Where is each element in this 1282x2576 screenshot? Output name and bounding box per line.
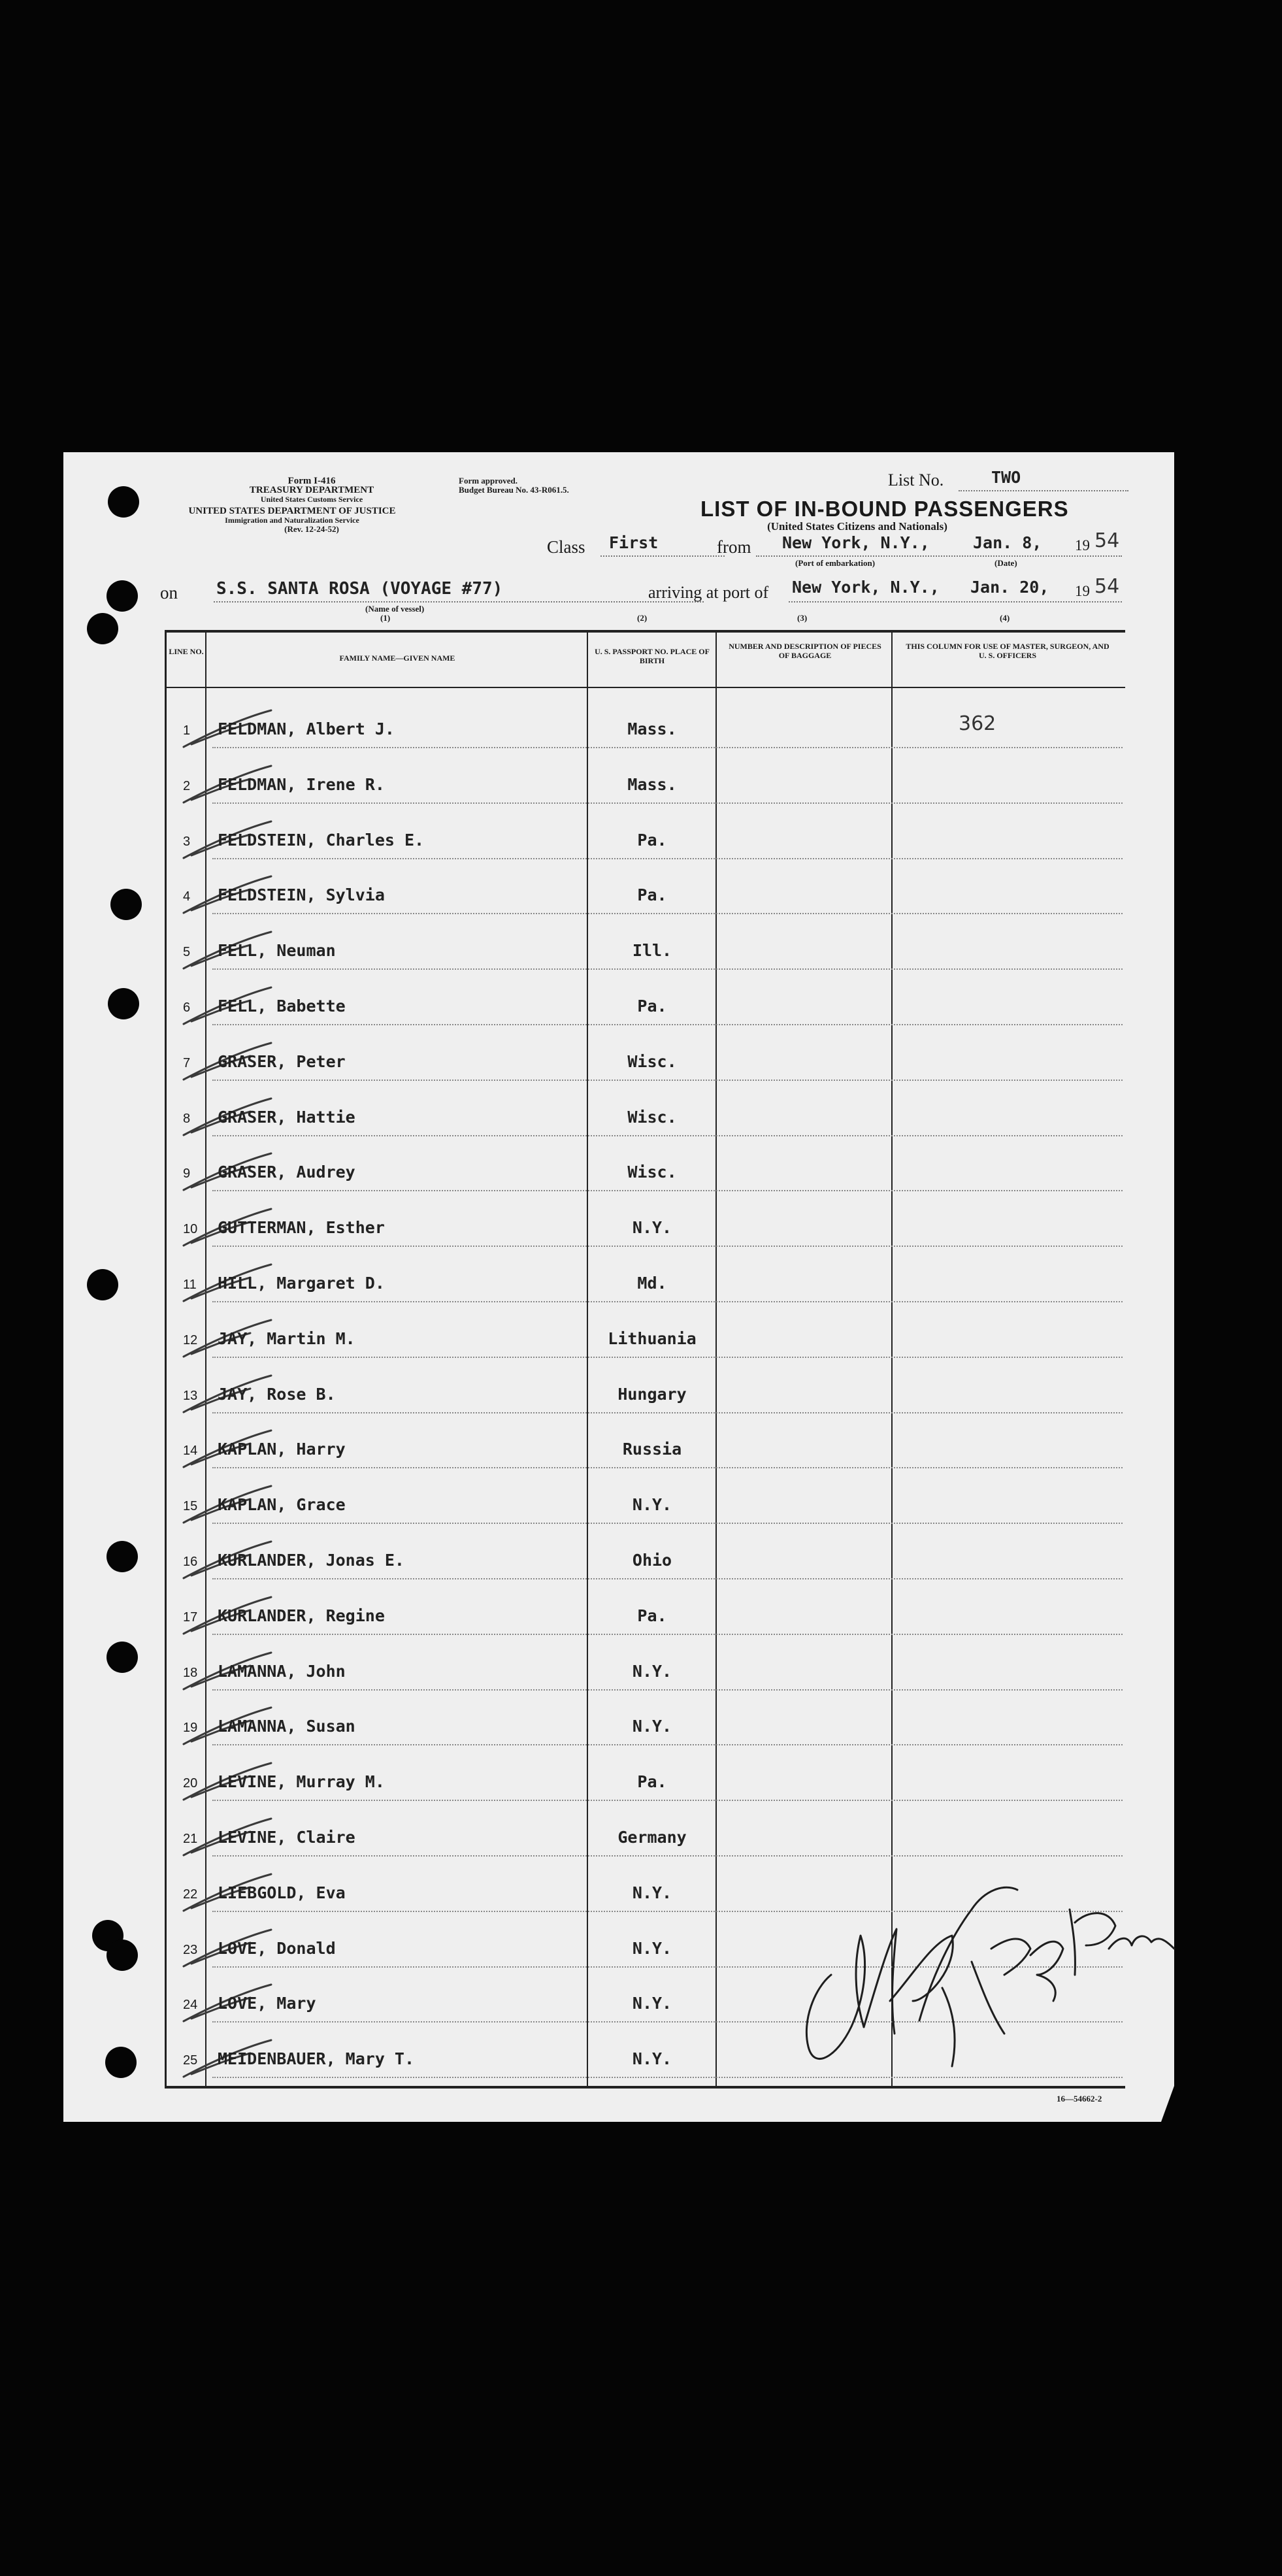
form-approved: Form approved. [459, 476, 518, 486]
table-row [63, 1201, 1174, 1257]
line-number: 2 [183, 778, 191, 793]
passenger-name: FELDMAN, Albert J. [218, 719, 395, 738]
arrival-date: Jan. 20, [970, 578, 1049, 597]
place-of-birth: Pa. [637, 1606, 667, 1625]
officer-number: 362 [959, 712, 996, 735]
table-row [63, 1423, 1174, 1478]
line-number: 17 [183, 1610, 198, 1625]
column-header-line-no: LINE NO. [169, 647, 204, 656]
place-of-birth: N.Y. [632, 1883, 672, 1902]
passenger-name: FELDMAN, Irene R. [218, 774, 385, 794]
table-row [63, 1755, 1174, 1811]
passenger-name: HILL, Margaret D. [218, 1274, 385, 1293]
passenger-name: KURLANDER, Jonas E. [218, 1551, 404, 1570]
class-line [600, 555, 725, 557]
row-rule [212, 1689, 1123, 1691]
folded-corner [1148, 2086, 1174, 2122]
line-number: 11 [183, 1278, 197, 1292]
line-number: 18 [183, 1665, 198, 1680]
form-revision: (Rev. 12-24-52) [284, 524, 339, 534]
passenger-name: GUTTERMAN, Esther [218, 1218, 385, 1238]
table-row [63, 702, 1174, 758]
column-header-name: FAMILY NAME—GIVEN NAME [339, 653, 455, 663]
table-row [63, 1146, 1174, 1201]
row-rule [212, 1301, 1123, 1302]
passenger-name: MEIDENBAUER, Mary T. [218, 2049, 415, 2069]
place-of-birth: Lithuania [608, 1329, 697, 1348]
from-label: from [717, 537, 751, 557]
from-year-prefix: 19 [1075, 537, 1090, 553]
arrival-year: 54 [1094, 575, 1120, 598]
place-of-birth: Hungary [617, 1384, 687, 1404]
class-label: Class [547, 537, 585, 557]
place-of-birth: Pa. [637, 997, 667, 1016]
from-year: 54 [1094, 529, 1120, 552]
row-rule [212, 913, 1123, 914]
table-row [63, 758, 1174, 814]
arrival-line [789, 601, 1122, 603]
passenger-name: LOVE, Mary [218, 1994, 316, 2013]
list-no-line [959, 490, 1128, 491]
row-rule [212, 1467, 1123, 1468]
place-of-birth: Russia [622, 1440, 682, 1459]
arriving-label: arriving at port of [648, 583, 769, 602]
table-row [63, 868, 1174, 924]
table-row [63, 1091, 1174, 1146]
line-number: 20 [183, 1776, 198, 1791]
form-subtitle: (United States Citizens and Nationals) [767, 520, 947, 533]
table-row [63, 1700, 1174, 1755]
treasury-dept: TREASURY DEPARTMENT [249, 485, 374, 495]
passenger-name: FELDSTEIN, Sylvia [218, 885, 385, 905]
table-row [63, 1368, 1174, 1423]
table-row [63, 980, 1174, 1035]
line-number: 5 [183, 945, 191, 960]
passenger-name: LAMANNA, Susan [218, 1717, 355, 1736]
passenger-name: GRASER, Hattie [218, 1107, 355, 1127]
budget-bureau: Budget Bureau No. 43-R061.5. [459, 485, 569, 495]
column-header-passport: U. S. PASSPORT NO. PLACE OF BIRTH [595, 647, 710, 665]
place-of-birth: Germany [617, 1828, 687, 1847]
passenger-name: KAPLAN, Grace [218, 1495, 346, 1515]
column-header-baggage: NUMBER AND DESCRIPTION OF PIECES OF BAGGAGE [729, 642, 881, 660]
arrival-port: New York, N.Y., [792, 578, 940, 597]
table-row [63, 924, 1174, 980]
line-number: 1 [183, 723, 191, 738]
binder-hole [108, 486, 139, 518]
manifest-sheet [63, 452, 1174, 2122]
class-value: First [609, 533, 659, 552]
passenger-name: JAY, Rose B. [218, 1384, 336, 1404]
place-of-birth: Ill. [632, 941, 672, 961]
from-port: New York, N.Y., [782, 533, 930, 552]
passenger-name: FELDSTEIN, Charles E. [218, 830, 425, 850]
passenger-name: GRASER, Audrey [218, 1163, 355, 1182]
table-header-border [166, 687, 1125, 688]
passenger-name: FELL, Babette [218, 997, 346, 1016]
row-rule [212, 1578, 1123, 1579]
binder-hole [87, 613, 118, 644]
table-row [63, 1534, 1174, 1589]
passenger-name: LAMANNA, John [218, 1661, 346, 1681]
line-number: 19 [183, 1721, 198, 1736]
embark-caption: (Port of embarkation) [795, 558, 876, 568]
place-of-birth: Pa. [637, 885, 667, 905]
vessel-name: S.S. SANTA ROSA (VOYAGE #77) [216, 579, 503, 599]
line-number: 15 [183, 1499, 198, 1514]
vessel-line [214, 601, 704, 603]
line-number: 14 [183, 1444, 198, 1459]
footer-code: 16—54662-2 [1057, 2094, 1102, 2104]
line-number: 6 [183, 1000, 191, 1015]
passenger-name: LEVINE, Murray M. [218, 1772, 385, 1792]
table-top-border [165, 630, 1125, 633]
table-row [63, 1257, 1174, 1312]
place-of-birth: Pa. [637, 830, 667, 850]
list-no-label: List No. [888, 471, 944, 489]
date-caption: (Date) [994, 558, 1017, 568]
place-of-birth: N.Y. [632, 1717, 672, 1736]
line-number: 12 [183, 1332, 198, 1347]
form-number: Form I-416 [288, 476, 336, 486]
line-number: 8 [183, 1111, 191, 1126]
caption-4: (4) [1000, 613, 1010, 623]
line-number: 21 [183, 1832, 198, 1846]
passenger-name: GRASER, Peter [218, 1051, 346, 1071]
row-rule [212, 858, 1123, 859]
table-row [63, 1589, 1174, 1645]
passenger-name: LOVE, Donald [218, 1938, 336, 1958]
from-line [756, 555, 1122, 557]
place-of-birth: N.Y. [632, 1938, 672, 1958]
line-number: 16 [183, 1555, 198, 1569]
caption-3: (3) [797, 613, 808, 623]
on-label: on [160, 583, 178, 603]
line-number: 25 [183, 2053, 198, 2068]
arrival-year-prefix: 19 [1075, 583, 1090, 599]
line-number: 23 [183, 1942, 198, 1957]
caption-1: (1) [380, 613, 391, 623]
row-rule [212, 747, 1123, 748]
line-number: 24 [183, 1998, 198, 2013]
passenger-name: KURLANDER, Regine [218, 1606, 385, 1625]
row-rule [212, 1190, 1123, 1191]
passenger-name: LIEBGOLD, Eva [218, 1883, 346, 1902]
place-of-birth: N.Y. [632, 2049, 672, 2069]
row-rule [212, 1412, 1123, 1413]
customs-service: United States Customs Service [260, 495, 363, 504]
list-no-value: TWO [991, 468, 1021, 487]
table-row [63, 1312, 1174, 1368]
row-rule [212, 1744, 1123, 1745]
vessel-caption: (Name of vessel) [365, 604, 425, 614]
place-of-birth: Ohio [632, 1551, 672, 1570]
place-of-birth: Pa. [637, 1772, 667, 1792]
table-row [63, 1478, 1174, 1534]
place-of-birth: Wisc. [627, 1107, 677, 1127]
place-of-birth: Wisc. [627, 1051, 677, 1071]
place-of-birth: Mass. [627, 774, 677, 794]
place-of-birth: N.Y. [632, 1994, 672, 2013]
place-of-birth: N.Y. [632, 1218, 672, 1238]
passenger-name: JAY, Martin M. [218, 1329, 355, 1348]
line-number: 7 [183, 1055, 191, 1070]
binder-hole [107, 580, 138, 612]
table-row [63, 1035, 1174, 1091]
handwritten-signature [756, 1838, 1187, 2086]
passenger-name: KAPLAN, Harry [218, 1440, 346, 1459]
row-rule [212, 1523, 1123, 1524]
table-row [63, 814, 1174, 869]
row-rule [212, 1135, 1123, 1136]
place-of-birth: N.Y. [632, 1495, 672, 1515]
row-rule [212, 1800, 1123, 1801]
line-number: 3 [183, 834, 191, 849]
row-rule [212, 1024, 1123, 1025]
place-of-birth: Md. [637, 1274, 667, 1293]
passenger-name: FELL, Neuman [218, 941, 336, 961]
caption-2: (2) [637, 613, 648, 623]
line-number: 22 [183, 1887, 198, 1902]
row-rule [212, 1246, 1123, 1247]
place-of-birth: Mass. [627, 719, 677, 738]
row-rule [212, 802, 1123, 804]
place-of-birth: N.Y. [632, 1661, 672, 1681]
from-date: Jan. 8, [973, 533, 1042, 552]
justice-dept: UNITED STATES DEPARTMENT OF JUSTICE [188, 506, 396, 516]
table-row [63, 1645, 1174, 1700]
row-rule [212, 1357, 1123, 1358]
row-rule [212, 968, 1123, 970]
form-title: LIST OF IN-BOUND PASSENGERS [700, 497, 1069, 521]
column-header-officers: THIS COLUMN FOR USE OF MASTER, SURGEON, AND U. S. OFFICERS [906, 642, 1109, 660]
ins-service: Immigration and Naturalization Service [225, 516, 359, 525]
line-number: 10 [183, 1222, 198, 1237]
line-number: 9 [183, 1166, 191, 1181]
passenger-name: LEVINE, Claire [218, 1828, 355, 1847]
row-rule [212, 1634, 1123, 1635]
line-number: 13 [183, 1388, 198, 1403]
row-rule [212, 1080, 1123, 1081]
place-of-birth: Wisc. [627, 1163, 677, 1182]
line-number: 4 [183, 889, 191, 904]
